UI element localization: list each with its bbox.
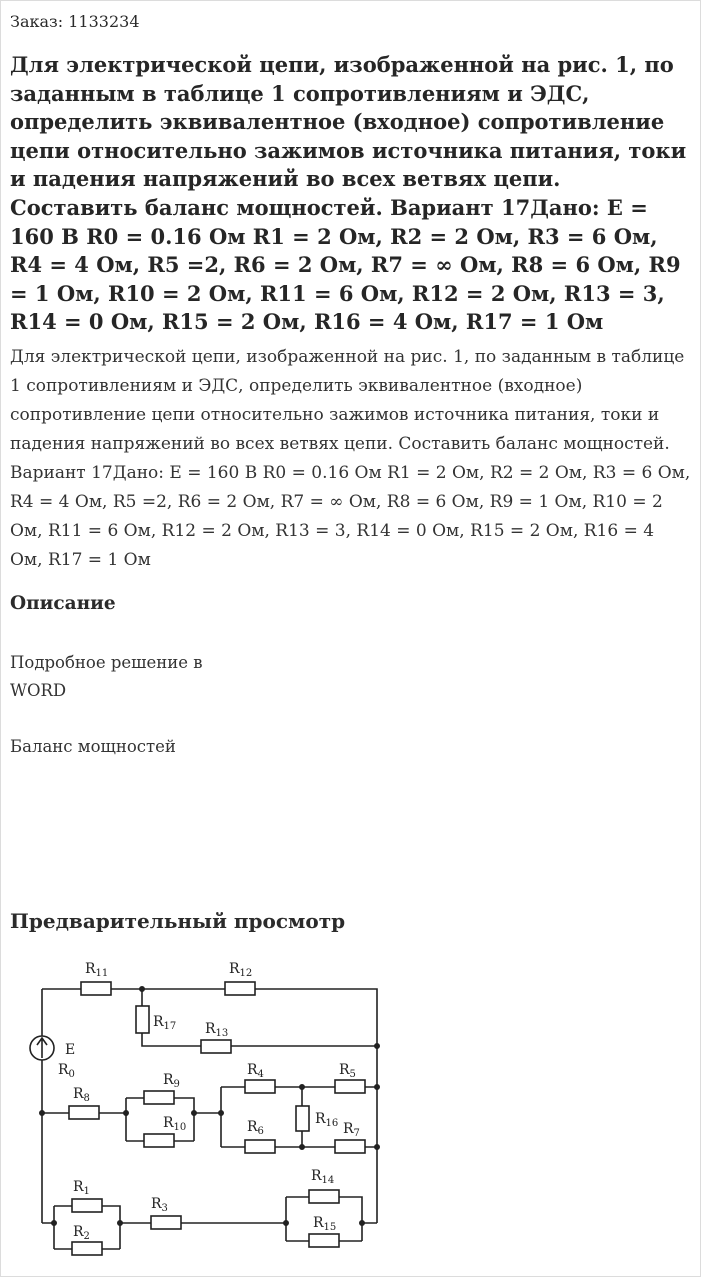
- label-r2: $R_2$: [73, 1224, 90, 1242]
- order-number: Заказ: 1133234: [10, 12, 140, 31]
- label-r1: $R_1$: [73, 1179, 90, 1197]
- resistor-r16: [296, 1106, 309, 1131]
- label-r9: $R_9$: [163, 1072, 180, 1090]
- resistor-r2: [72, 1242, 102, 1255]
- description-heading: Описание: [10, 592, 116, 614]
- label-r6: $R_6$: [247, 1119, 264, 1137]
- node: [300, 1145, 304, 1149]
- label-r13: $R_{13}$: [205, 1021, 229, 1039]
- resistor-r1: [72, 1199, 102, 1212]
- node: [375, 1085, 379, 1089]
- node: [192, 1111, 196, 1115]
- node: [284, 1221, 288, 1225]
- node: [40, 1111, 44, 1115]
- resistor-r13: [201, 1040, 231, 1053]
- wire: [142, 989, 377, 1046]
- label-r14: $R_{14}$: [311, 1168, 335, 1186]
- node: [375, 1044, 379, 1048]
- label-e: E: [65, 1042, 76, 1058]
- label-r0: $R_0$: [58, 1062, 75, 1080]
- resistor-r9: [144, 1091, 174, 1104]
- label-r3: $R_3$: [151, 1196, 168, 1214]
- node: [140, 987, 144, 991]
- description-line: Баланс мощностей: [10, 736, 176, 756]
- label-r4: $R_4$: [247, 1062, 264, 1080]
- node: [219, 1111, 223, 1115]
- label-r5: $R_5$: [339, 1062, 356, 1080]
- resistor-r3: [151, 1216, 181, 1229]
- label-r15: $R_{15}$: [313, 1215, 337, 1233]
- page-title: Для электрической цепи, изображенной на рис. 1, по заданным в таблице 1 сопротивлениям и ЭДС, определить эквивалентное (входное) сопротивление цепи относительно зажимов источника питания, токи и падения напряжений во всех ветвях цепи. Составить баланс мощностей. Вариант 17Дано: E = 160 В R0 = 0.16 Ом R1 = 2 Ом, R2 = 2 Ом, R3 = 6 Ом, R4 = 4 Ом, R5 =2, R6 = 2 Ом, R7 = ∞ Ом, R8 = 6 Ом, R9 = 1 Ом, R10 = 2 Ом, R11 = 6 Ом, R12 = 2 Ом, R13 = 3, R14 = 0 Ом, R15 = 2 Ом, R16 = 4 Ом, R17 = 1 Ом: [10, 52, 687, 335]
- description-body: [10, 649, 691, 761]
- description-line: Подробное решение в: [10, 652, 203, 672]
- node: [52, 1221, 56, 1225]
- label-r8: $R_8$: [73, 1086, 90, 1104]
- label-r10: $R_{10}$: [163, 1115, 187, 1133]
- resistor-r11: [81, 982, 111, 995]
- preview-heading: Предварительный просмотр: [10, 909, 346, 933]
- node: [124, 1111, 128, 1115]
- resistor-r8: [69, 1106, 99, 1119]
- circuit-diagram: [25, 951, 395, 1261]
- resistor-r12: [225, 982, 255, 995]
- description-line: WORD: [10, 680, 67, 700]
- node: [360, 1221, 364, 1225]
- label-r12: $R_{12}$: [229, 961, 253, 979]
- label-r11: $R_{11}$: [85, 961, 109, 979]
- resistor-r10: [144, 1134, 174, 1147]
- resistor-r4: [245, 1080, 275, 1093]
- node: [375, 1145, 379, 1149]
- label-r7: $R_7$: [343, 1121, 360, 1139]
- task-text: Для электрической цепи, изображенной на рис. 1, по заданным в таблице 1 сопротивлениям и ЭДС, определить эквивалентное (входное) сопротивление цепи относительно зажимов источника питания, токи и падения напряжений во всех ветвях цепи. Составить баланс мощностей. Вариант 17Дано: E = 160 В R0 = 0.16 Ом R1 = 2 Ом, R2 = 2 Ом, R3 = 6 Ом, R4 = 4 Ом, R5 =2, R6 = 2 Ом, R7 = ∞ Ом, R8 = 6 Ом, R9 = 1 Ом, R10 = 2 Ом, R11 = 6 Ом, R12 = 2 Ом, R13 = 3, R14 = 0 Ом, R15 = 2 Ом, R16 = 4 Ом, R17 = 1 Ом: [10, 346, 691, 570]
- resistor-r17: [136, 1006, 149, 1033]
- node: [300, 1085, 304, 1089]
- resistor-r7: [335, 1140, 365, 1153]
- resistor-r15: [309, 1234, 339, 1247]
- label-r17: $R_{17}$: [153, 1014, 177, 1032]
- resistor-r14: [309, 1190, 339, 1203]
- resistor-r6: [245, 1140, 275, 1153]
- node: [118, 1221, 122, 1225]
- resistor-r5: [335, 1080, 365, 1093]
- label-r16: $R_{16}$: [315, 1111, 339, 1129]
